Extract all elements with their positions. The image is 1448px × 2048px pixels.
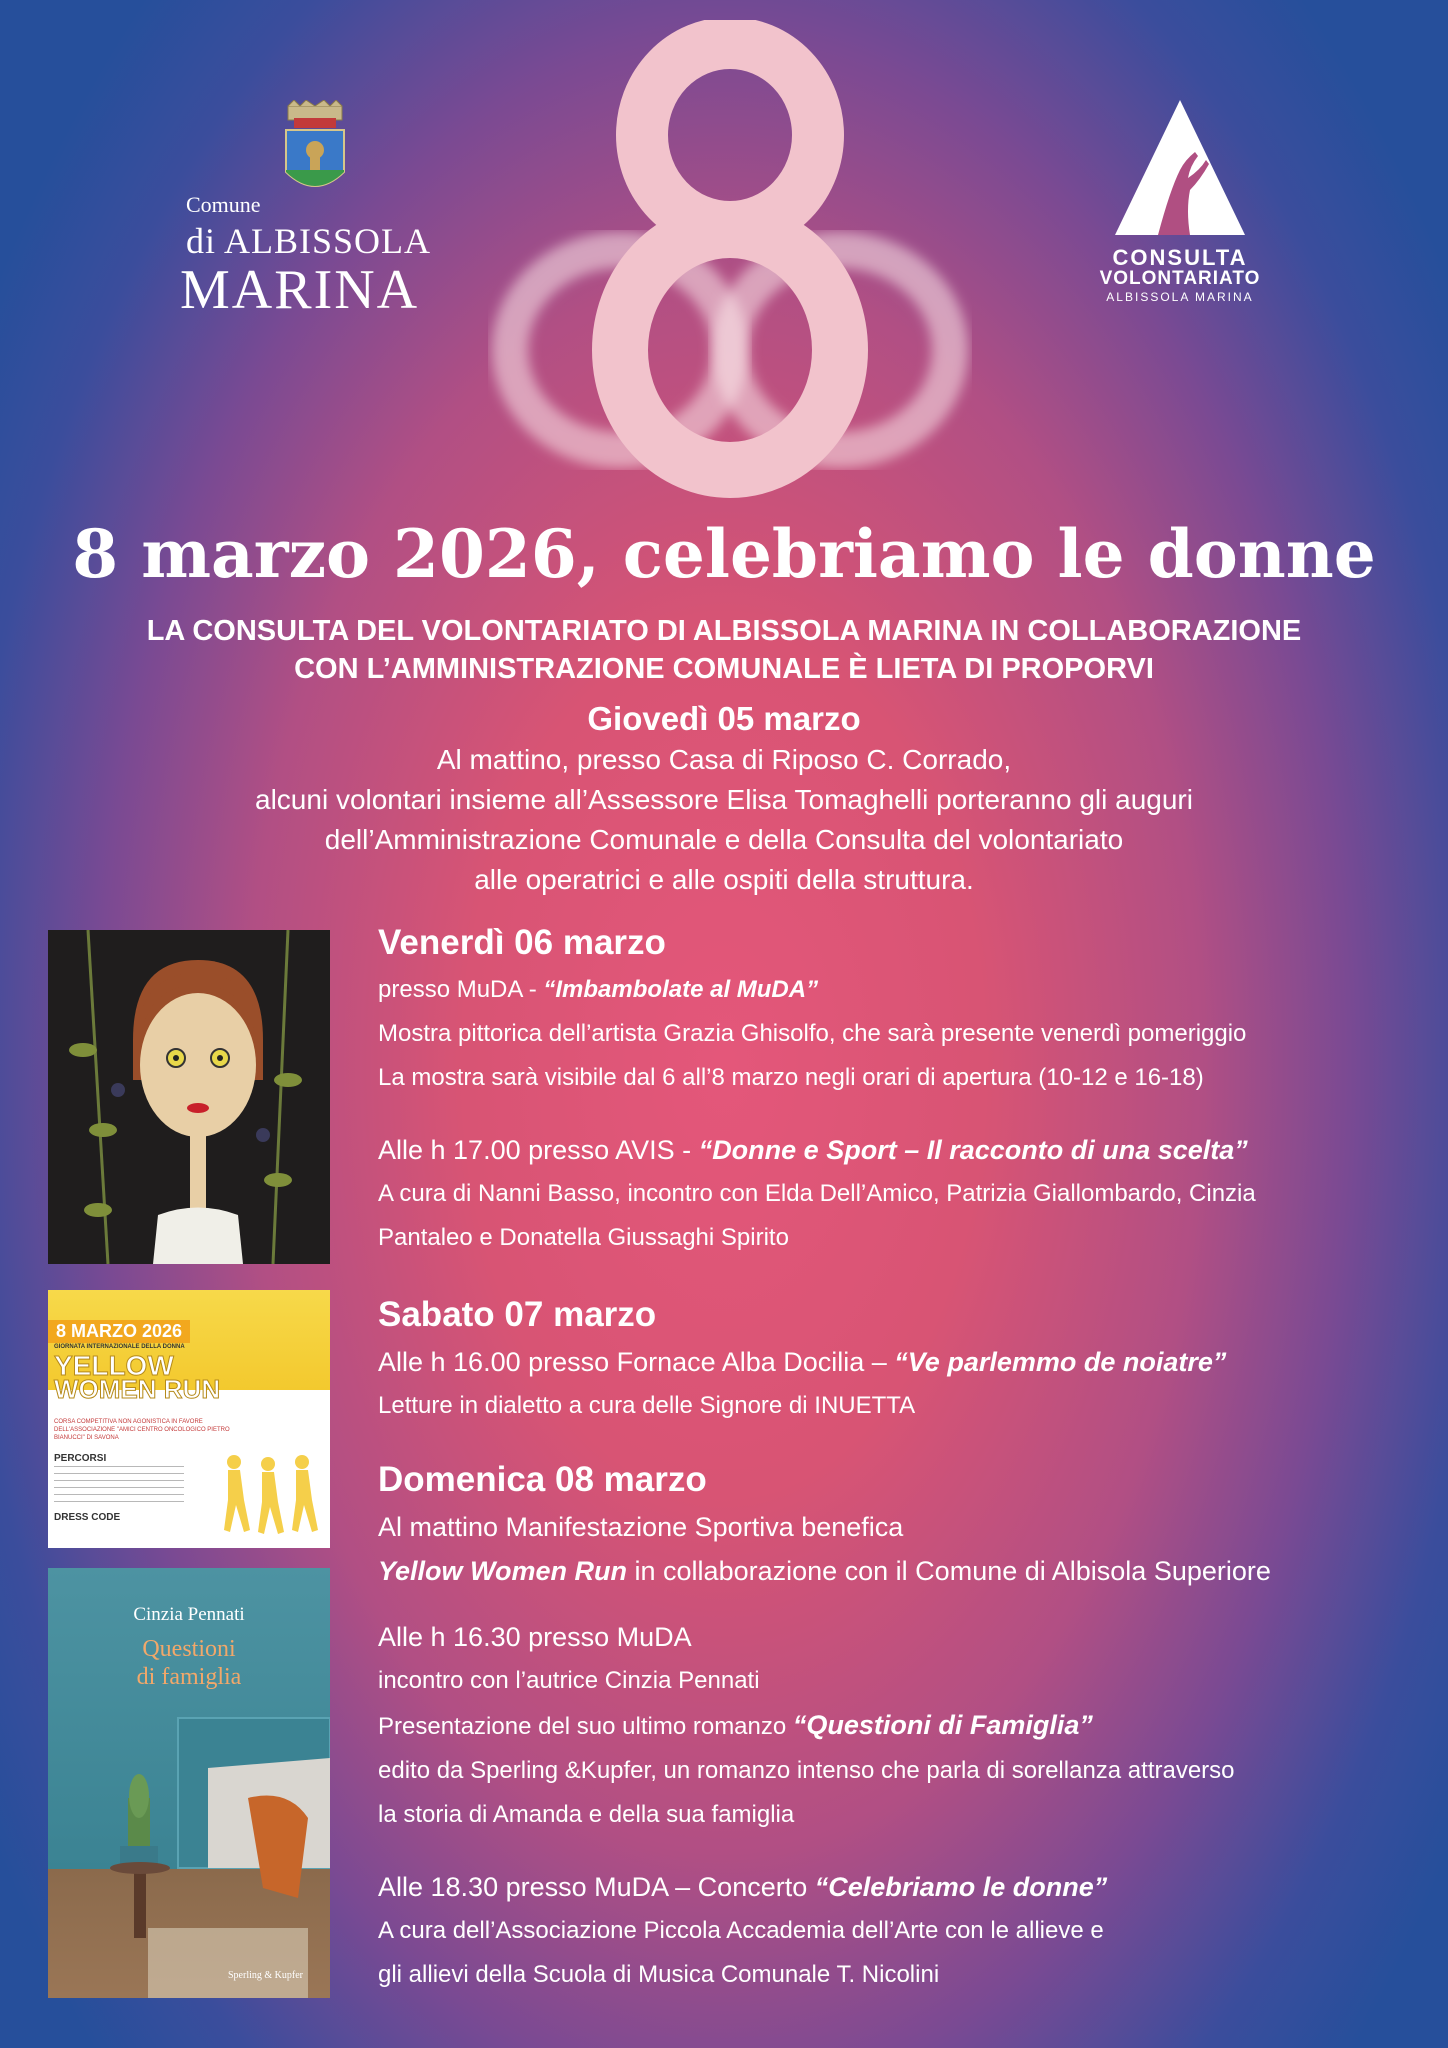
giovedi-day: Giovedì 05 marzo <box>587 700 861 737</box>
venerdi-day: Venerdì 06 marzo <box>378 923 666 962</box>
coat-of-arms-icon <box>280 100 350 200</box>
flyer-date: 8 MARZO 2026 <box>48 1320 190 1343</box>
comune-marina: MARINA <box>180 259 420 321</box>
runners-icon <box>216 1450 326 1540</box>
subtitle <box>0 612 1448 688</box>
venerdi-section <box>378 918 1398 1260</box>
venerdi-line: Alle h 17.00 presso AVIS - “Donne e Sport – Il racconto di una scelta” <box>378 1135 1248 1165</box>
giovedi-line: alcuni volontari insieme all’Assessore Elisa Tomaghelli porteranno gli auguri <box>255 784 1193 815</box>
venerdi-line: La mostra sarà visibile dal 6 all’8 marzo negli orari di apertura (10-12 e 16-18) <box>378 1064 1204 1091</box>
book-author: Cinzia Pennati <box>133 1604 245 1625</box>
venerdi-line: A cura di Nanni Basso, incontro con Elda Dell’Amico, Patrizia Giallombardo, Cinzia <box>378 1180 1256 1207</box>
consulta-logo <box>1090 100 1270 304</box>
sabato-day: Sabato 07 marzo <box>378 1295 657 1334</box>
venerdi-line: presso MuDA - “Imbambolate al MuDA” <box>378 976 819 1003</box>
domenica-section <box>378 1455 1398 1997</box>
giovedi-line: dell’Amministrazione Comunale e della Consulta del volontariato <box>324 824 1124 855</box>
comune-name: di ALBISSOLA <box>186 221 432 261</box>
domenica-line: Al mattino Manifestazione Sportiva benefica <box>378 1512 904 1542</box>
yellow-women-run-flyer <box>48 1290 330 1548</box>
consulta-a-icon <box>1110 100 1250 240</box>
consulta-label-1: CONSULTA <box>1112 245 1248 270</box>
giovedi-line: alle operatrici e alle ospiti della struttura. <box>474 864 974 895</box>
book-title-1: Questioni <box>142 1636 236 1662</box>
flyer-women-run: WOMEN RUN <box>54 1374 221 1404</box>
domenica-line: Alle 18.30 presso MuDA – Concerto “Celebriamo le donne” <box>378 1872 1108 1902</box>
armchair-illustration-icon <box>48 1568 330 1998</box>
eight-symbol-icon <box>480 20 980 500</box>
venerdi-line: Pantaleo e Donatella Giussaghi Spirito <box>378 1224 789 1251</box>
subtitle-line: CON L’AMMINISTRAZIONE COMUNALE È LIETA DI PROPORVI <box>294 653 1154 685</box>
painting-image <box>48 930 330 1264</box>
consulta-label-3: ALBISSOLA MARINA <box>1106 290 1254 304</box>
domenica-day: Domenica 08 marzo <box>378 1460 707 1499</box>
domenica-line: A cura dell’Associazione Piccola Accademia dell’Arte con le allieve e <box>378 1917 1104 1944</box>
domenica-line: gli allievi della Scuola di Musica Comunale T. Nicolini <box>378 1961 940 1988</box>
giovedi-section <box>0 698 1448 900</box>
comune-logo <box>180 100 450 321</box>
book-cover-image <box>48 1568 330 1998</box>
flyer-dress-code: DRESS CODE <box>54 1512 121 1523</box>
flyer-yellow: YELLOW <box>54 1350 174 1381</box>
page-title: 8 marzo 2026, celebriamo le donne <box>72 515 1376 593</box>
book-title-2: di famiglia <box>136 1664 242 1690</box>
domenica-line: Presentazione del suo ultimo romanzo “Questioni di Famiglia” <box>378 1710 1093 1740</box>
sabato-line: Letture in dialetto a cura delle Signore di INUETTA <box>378 1392 916 1419</box>
giovedi-line: Al mattino, presso Casa di Riposo C. Corrado, <box>436 744 1012 775</box>
sabato-line: Alle h 16.00 presso Fornace Alba Docilia – “Ve parlemmo de noiatre” <box>378 1347 1227 1377</box>
sabato-section <box>378 1290 1398 1428</box>
domenica-line: edito da Sperling &Kupfer, un romanzo intenso che parla di sorellanza attraverso <box>378 1757 1235 1784</box>
domenica-line: la storia di Amanda e della sua famiglia <box>378 1801 795 1828</box>
flyer-desc: CORSA COMPETITIVA NON AGONISTICA IN FAVORE DELL'ASSOCIAZIONE "AMICI CENTRO ONCOLOGICO PIETRO BIANUCCI" DI SAVONA <box>54 1419 230 1441</box>
subtitle-line: LA CONSULTA DEL VOLONTARIATO DI ALBISSOLA MARINA IN COLLABORAZIONE <box>146 615 1302 647</box>
domenica-line: Yellow Women Run in collaborazione con il Comune di Albisola Superiore <box>378 1556 1271 1586</box>
consulta-label-2: VOLONTARIATO <box>1099 268 1261 289</box>
domenica-line: incontro con l’autrice Cinzia Pennati <box>378 1667 760 1694</box>
flyer-percorsi: PERCORSI <box>54 1453 107 1464</box>
flyer-subtitle: GIORNATA INTERNAZIONALE DELLA DONNA <box>54 1344 185 1350</box>
venerdi-line: Mostra pittorica dell’artista Grazia Ghisolfo, che sarà presente venerdì pomeriggio <box>378 1020 1247 1047</box>
comune-label: Comune <box>186 192 261 217</box>
domenica-line: Alle h 16.30 presso MuDA <box>378 1622 692 1652</box>
book-publisher: Sperling & Kupfer <box>228 1970 303 1981</box>
